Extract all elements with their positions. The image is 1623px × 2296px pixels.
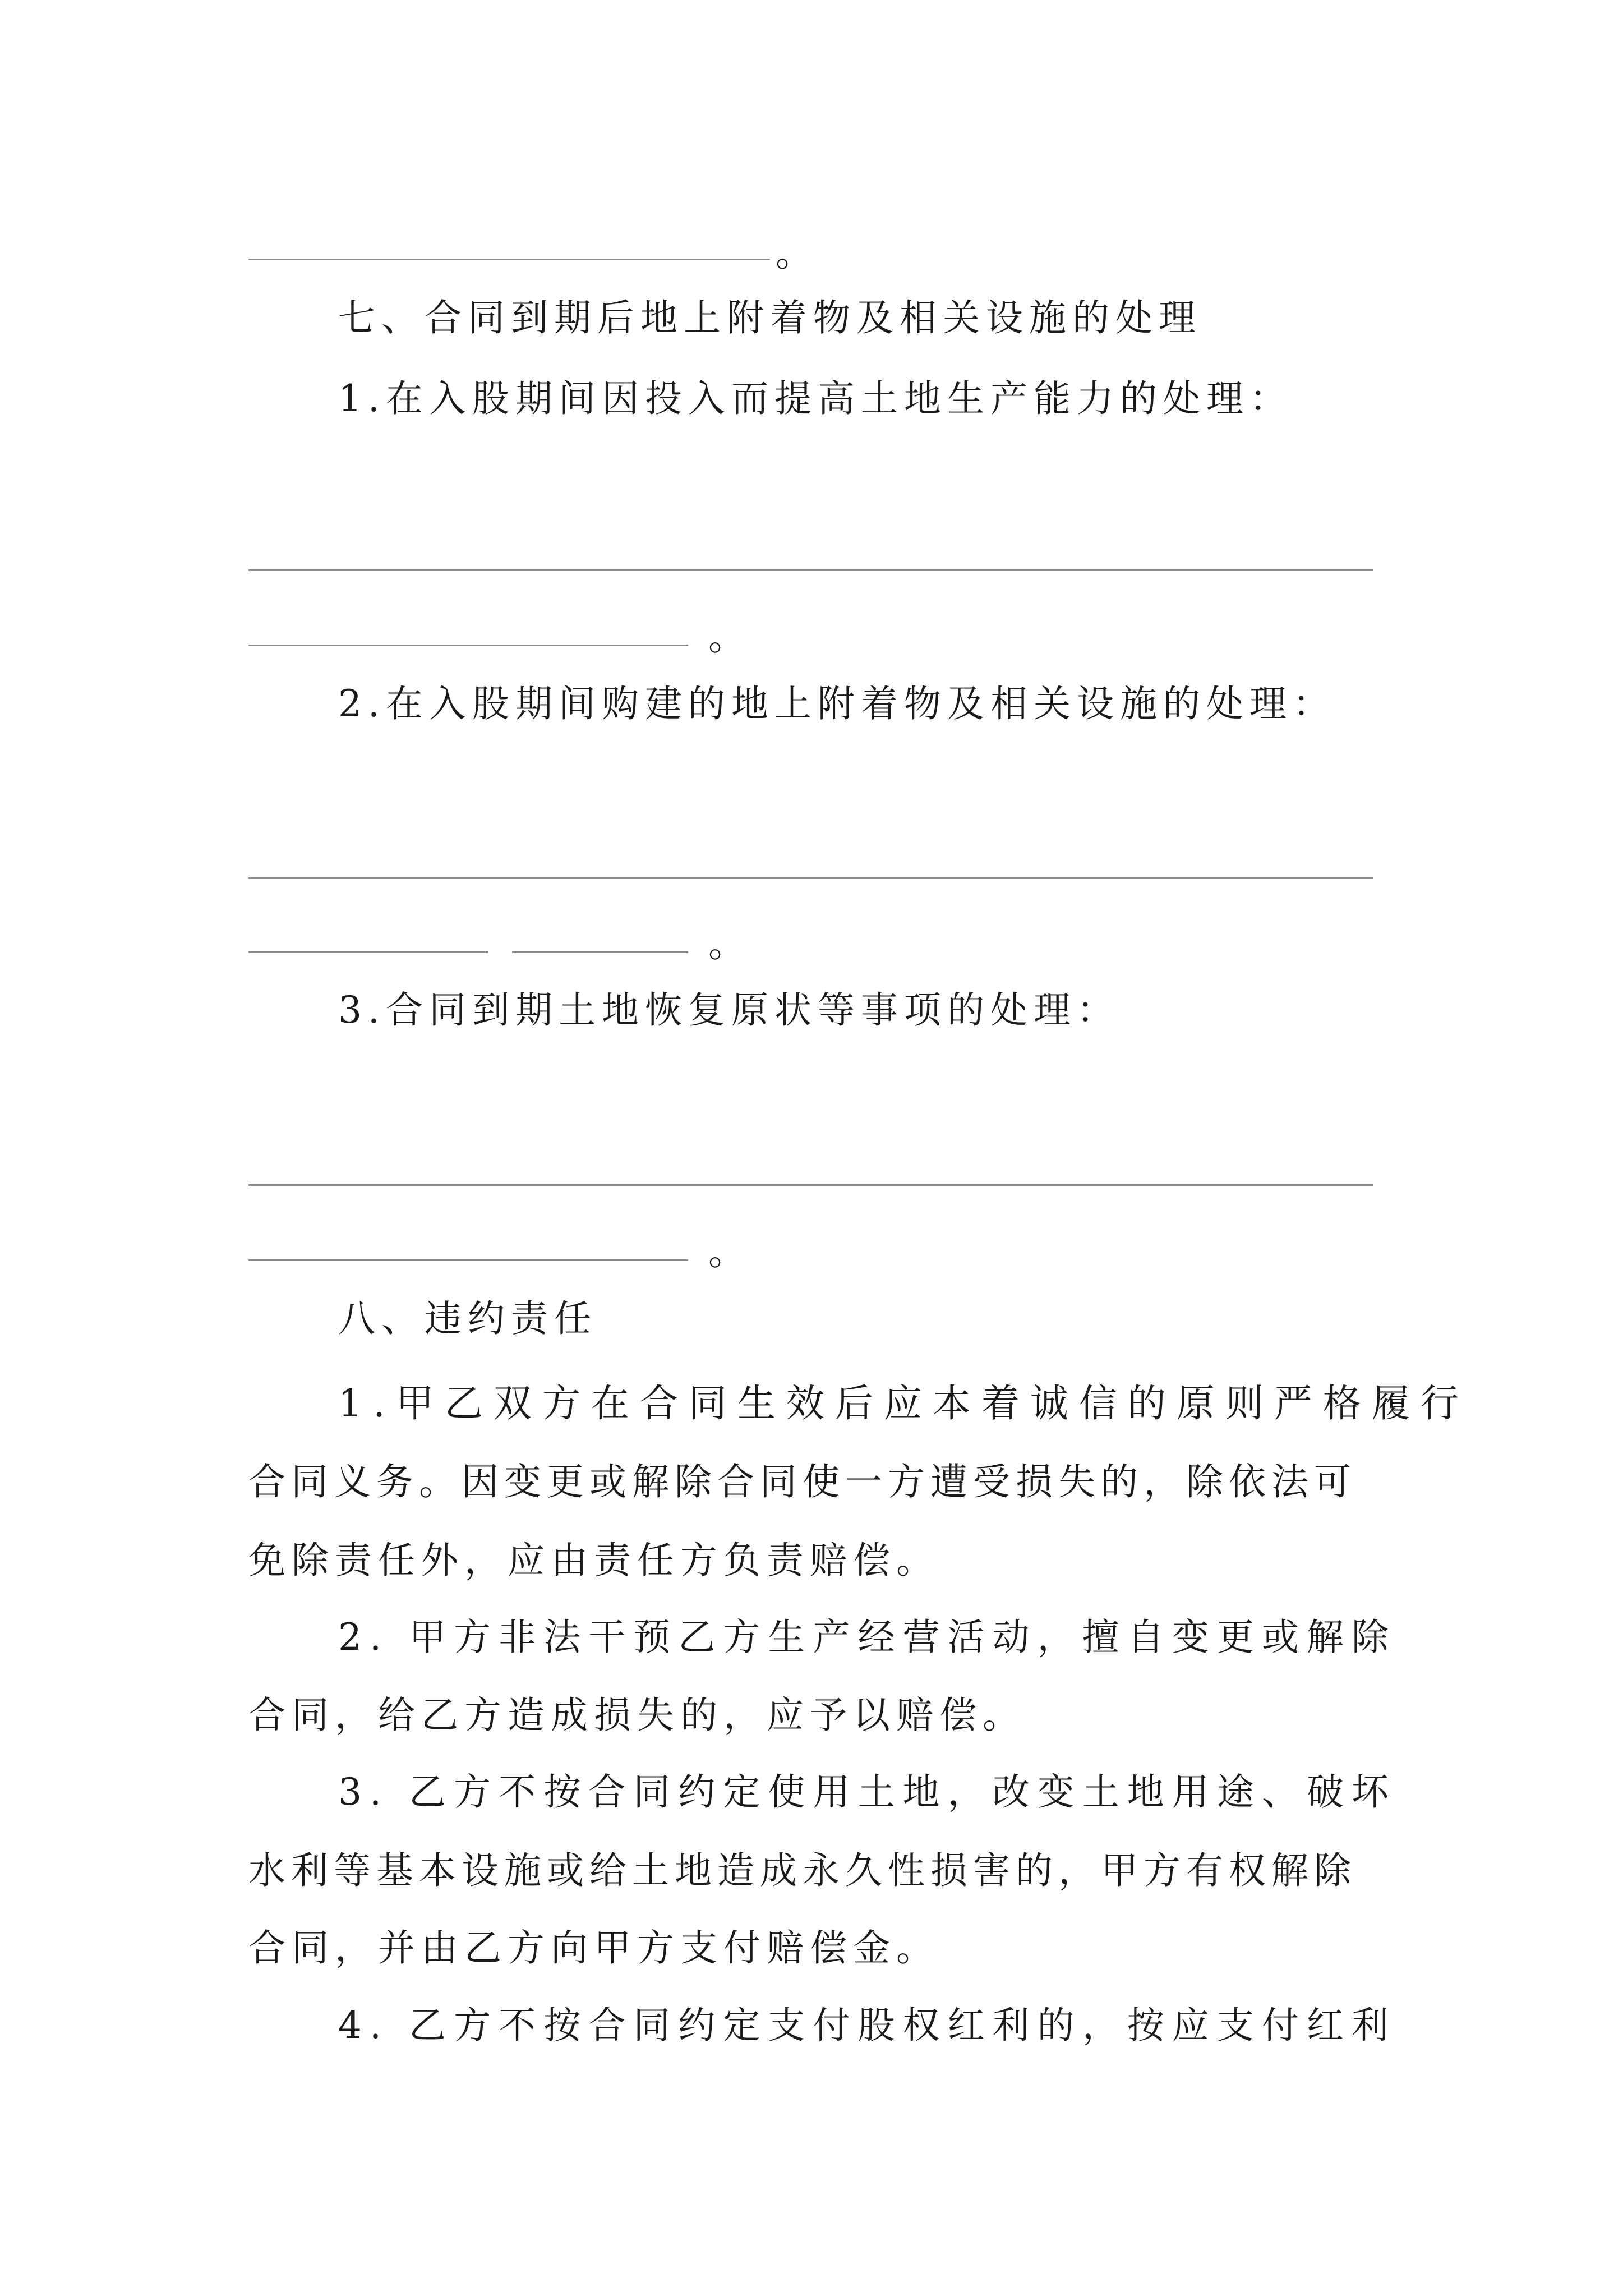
paragraph-line: 2. 甲方非法干预乙方生产经营活动，擅自变更或解除 [338, 1616, 1396, 1659]
fill-blank-line[interactable] [248, 259, 770, 260]
section-heading-8: 八、违约责任 [338, 1297, 597, 1340]
paragraph-line: 合同，给乙方造成损失的，应予以赔偿。 [248, 1694, 1026, 1737]
paragraph-line: 免除责任外，应由责任方负责赔偿。 [248, 1539, 939, 1582]
fill-blank-line[interactable] [248, 645, 688, 646]
paragraph-text: 1.甲乙双方在合同生效后应本着诚信的原则严格履行 [338, 1382, 1469, 1426]
sentence-period: 。 [708, 1230, 745, 1273]
paragraph-line: 水利等基本设施或给土地造成永久性损害的，甲方有权解除 [248, 1849, 1357, 1892]
fill-blank-line[interactable] [248, 877, 1373, 879]
sentence-period: 。 [708, 922, 745, 965]
paragraph-line: 合同，并由乙方向甲方支付赔偿金。 [248, 1926, 939, 1970]
paragraph-line [338, 1382, 1469, 1427]
sentence-period: 。 [708, 615, 745, 659]
clause-item-1-label: 1.在入股期间因投入而提高土地生产能力的处理： [338, 377, 1293, 420]
clause-item-2-label: 2.在入股期间购建的地上附着物及相关设施的处理： [338, 682, 1336, 725]
fill-blank-line[interactable] [248, 569, 1373, 571]
fill-blank-line[interactable] [248, 1184, 1373, 1186]
fill-blank-line[interactable] [248, 1259, 688, 1261]
paragraph-line: 4. 乙方不按合同约定支付股权红利的，按应支付红利 [338, 2004, 1396, 2047]
sentence-period: 。 [776, 232, 813, 275]
paragraph-line: 合同义务。因变更或解除合同使一方遭受损失的，除依法可 [248, 1460, 1357, 1503]
paragraph-line: 3. 乙方不按合同约定使用土地，改变土地用途、破坏 [338, 1770, 1396, 1814]
fill-blank-line[interactable] [248, 951, 488, 953]
section-heading-7: 七、合同到期后地上附着物及相关设施的处理 [338, 296, 1202, 339]
clause-item-3-label: 3.合同到期土地恢复原状等事项的处理： [338, 988, 1120, 1032]
fill-blank-line[interactable] [512, 951, 688, 953]
